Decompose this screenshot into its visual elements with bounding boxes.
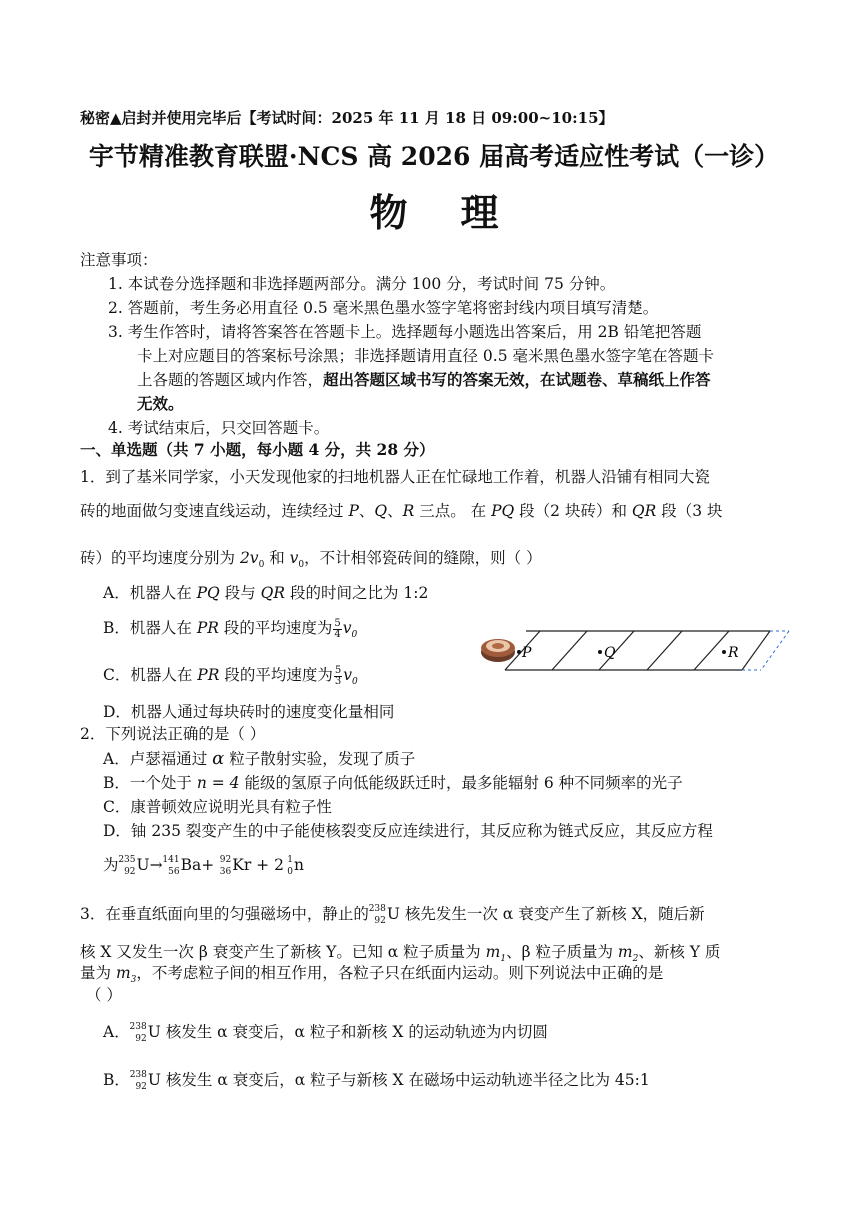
q1-text: 砖）的平均速度分别为 xyxy=(80,549,240,567)
q1-point-q: Q xyxy=(374,502,388,520)
nuclide-kr xyxy=(214,855,232,877)
label-q: Q xyxy=(604,645,616,661)
mass-m2: m xyxy=(617,943,633,961)
q1-point-p: P xyxy=(348,502,359,520)
reaction-arrow: → xyxy=(149,856,163,874)
section-heading: 一、单选题（共 7 小题，每小题 4 分，共 28 分） xyxy=(80,440,435,459)
note-item-1: 1. 本试卷分选择题和非选择题两部分。满分 100 分，考试时间 75 分钟。 xyxy=(108,275,616,293)
option-text: 能级的氢原子向低能级跃迁时，最多能辐射 6 种不同频率的光子 xyxy=(239,774,683,792)
q3-line1 xyxy=(80,902,705,926)
q3-text: 、新核 Y 质 xyxy=(638,943,721,961)
mass-number: 92 xyxy=(219,855,232,865)
element-u: U xyxy=(147,1071,161,1089)
mass-number: 238 xyxy=(368,904,386,914)
note-item-3: 3. 考生作答时，请将答案答在答题卡上。选择题每小题选出答案后，用 2B 铅笔把答题 xyxy=(108,323,702,341)
robot-vacuum-icon xyxy=(481,639,515,662)
point-q-dot xyxy=(598,650,602,654)
q1-point-r: R xyxy=(402,502,415,520)
atomic-number: 36 xyxy=(219,867,232,877)
option-text: C．机器人在 xyxy=(103,666,198,684)
option-text: 核发生 α 衰变后，α 粒子和新核 X 的运动轨迹为内切圆 xyxy=(160,1023,548,1041)
fraction-5-3 xyxy=(334,666,342,687)
mass-number: 1 xyxy=(287,855,293,865)
plus-sign: + 2 xyxy=(251,856,284,874)
atomic-number: 92 xyxy=(124,867,136,877)
q3-text: 3．在垂直纸面向里的匀强磁场中，静止的 xyxy=(80,905,369,923)
q3-paren: （ ） xyxy=(86,986,122,1004)
nuclide-u238 xyxy=(369,904,387,926)
q2-option-d: D．铀 235 裂变产生的中子能使核裂变反应连续进行，其反应称为链式反应，其反应方程 xyxy=(103,822,713,840)
q3-option-a xyxy=(103,1020,548,1044)
atomic-number: 0 xyxy=(287,867,293,877)
q1-option-a xyxy=(103,583,428,603)
subscript: 0 xyxy=(351,630,358,641)
q2-equation xyxy=(103,853,304,877)
atomic-number: 92 xyxy=(374,916,386,926)
q2-option-a xyxy=(103,749,415,769)
atomic-number: 92 xyxy=(135,1034,147,1044)
q3-text: 核 X 又发生一次 β 衰变产生了新核 Y。已知 α 粒子质量为 xyxy=(80,943,486,961)
subscript: 0 xyxy=(351,677,358,688)
element-u: U xyxy=(386,905,400,923)
q1-text: 和 xyxy=(264,549,290,567)
mass-number: 141 xyxy=(162,855,180,865)
option-text: B． xyxy=(103,1071,130,1089)
q3-line3 xyxy=(80,963,664,986)
note-item-3-cont: 卡上对应题目的答案标号涂黑；非选择题请用直径 0.5 毫米黑色墨水签字笔在答题卡 xyxy=(137,347,715,365)
velocity-v0: v xyxy=(343,666,352,684)
option-text: B．机器人在 xyxy=(103,619,197,637)
note-emphasis: 超出答题区域书写的答案无效，在试题卷、草稿纸上作答 xyxy=(323,371,711,389)
q1-velocity-2v0: 2v xyxy=(239,549,259,567)
mass-number: 235 xyxy=(118,855,136,865)
q1-seg-pq: PQ xyxy=(196,584,220,602)
nuclide-n xyxy=(284,855,294,877)
option-text: A．卢瑟福通过 xyxy=(103,750,213,768)
q1-seg-qr: QR xyxy=(260,584,286,602)
subscript: 1 xyxy=(500,954,507,965)
element-u: U xyxy=(136,856,150,874)
option-text: B．一个处于 xyxy=(103,774,197,792)
note-item-3-cont3: 无效。 xyxy=(137,395,184,413)
q3-text: 、β 粒子质量为 xyxy=(506,943,618,961)
label-r: R xyxy=(728,645,739,661)
nuclide-u238 xyxy=(130,1022,148,1044)
option-text: 为 xyxy=(103,856,119,874)
label-p: P xyxy=(522,645,532,661)
plus-sign: + xyxy=(201,856,215,874)
point-r-dot xyxy=(722,650,726,654)
mass-m3: m xyxy=(115,964,131,982)
subject-title: 物 理 xyxy=(369,190,499,235)
fraction-numerator: 5 xyxy=(334,617,341,629)
note-item-4: 4. 考试结束后，只交回答题卡。 xyxy=(108,419,330,437)
q1-seg-pr: PR xyxy=(196,619,219,637)
option-text: A．机器人在 xyxy=(103,584,197,602)
option-text: 核发生 α 衰变后，α 粒子与新核 X 在磁场中运动轨迹半径之比为 45:1 xyxy=(160,1071,650,1089)
velocity-v0: v xyxy=(342,619,352,637)
confidential-line: 秘密▲启封并使用完毕后【考试时间：2025 年 11 月 18 日 09:00~10:15】 xyxy=(80,109,614,127)
fraction-numerator: 5 xyxy=(334,664,342,676)
q1-seg-qr: QR xyxy=(631,502,657,520)
q1-text: 段（3 块 xyxy=(656,502,723,520)
neutron: n xyxy=(293,856,304,874)
mass-number: 238 xyxy=(129,1070,147,1080)
q1-seg-pr: PR xyxy=(197,666,220,684)
q1-velocity-v0: v xyxy=(289,549,299,567)
q2-stem: 2．下列说法正确的是（ ） xyxy=(80,725,266,743)
energy-level: n = 4 xyxy=(196,774,240,792)
point-p-dot xyxy=(517,650,521,654)
subscript: 2 xyxy=(632,954,639,965)
subscript: 3 xyxy=(130,975,137,986)
q1-line2: 砖的地面做匀变速直线运动，连续经过 P、Q、R 三点。 在 PQ 段（2 块砖）和 QR 段（3 块 xyxy=(80,502,723,520)
q1-text: 三点。 在 xyxy=(414,502,492,520)
option-text: 粒子散射实验，发现了质子 xyxy=(224,750,416,768)
q3-option-b xyxy=(103,1068,650,1092)
nuclide-ba xyxy=(163,855,181,877)
alpha-symbol: α xyxy=(212,748,225,769)
option-text: 段的时间之比为 1:2 xyxy=(285,584,429,602)
fraction-denominator: 3 xyxy=(334,675,342,687)
element-u: U xyxy=(147,1023,161,1041)
subscript: 0 xyxy=(258,560,265,571)
exam-title: 宇节精准教育联盟·NCS 高 2026 届高考适应性考试（一诊） xyxy=(88,142,780,171)
q3-text: 核先发生一次 α 衰变产生了新核 X，随后新 xyxy=(399,905,705,923)
q1-line3 xyxy=(80,548,542,571)
q1-option-c xyxy=(103,665,358,687)
q3-line2 xyxy=(80,942,721,965)
q3-text: ，不考虑粒子间的相互作用，各粒子只在纸面内运动。则下列说法中正确的是 xyxy=(136,964,664,982)
q1-text: 段（2 块砖）和 xyxy=(514,502,632,520)
subscript: 0 xyxy=(298,560,305,571)
q2-option-c: C．康普顿效应说明光具有粒子性 xyxy=(103,798,332,816)
note-item-2: 2. 答题前，考生务必用直径 0.5 毫米黑色墨水签字笔将密封线内项目填写清楚。 xyxy=(108,299,659,317)
q3-text: 量为 xyxy=(80,964,116,982)
fraction-denominator: 4 xyxy=(334,628,341,640)
element-ba: Ba xyxy=(180,856,202,874)
q1-tile-figure xyxy=(476,624,792,674)
element-kr: Kr xyxy=(232,856,252,874)
q2-option-b xyxy=(103,773,683,793)
option-text: 段的平均速度为 xyxy=(219,666,333,684)
note-item-3-cont2 xyxy=(137,370,711,390)
q1-option-d: D．机器人通过每块砖时的速度变化量相同 xyxy=(103,703,395,721)
q1-text: ，不计相邻瓷砖间的缝隙，则（ ） xyxy=(304,549,542,567)
option-text: A． xyxy=(103,1023,130,1041)
fraction-5-4 xyxy=(333,619,341,640)
option-text: 段的平均速度为 xyxy=(218,619,333,637)
q1-seg-pq: PQ xyxy=(491,502,515,520)
note-text: 上各题的答题区域内作答， xyxy=(137,371,324,389)
mass-m1: m xyxy=(485,943,501,961)
q1-text: 砖的地面做匀变速直线运动，连续经过 xyxy=(80,502,349,520)
atomic-number: 56 xyxy=(168,867,180,877)
mass-number: 238 xyxy=(129,1022,147,1032)
atomic-number: 92 xyxy=(135,1082,147,1092)
option-text: 段与 xyxy=(219,584,261,602)
nuclide-u238 xyxy=(130,1070,148,1092)
q1-option-b xyxy=(103,618,357,640)
notes-heading: 注意事项： xyxy=(80,251,158,269)
nuclide-u235 xyxy=(119,855,137,877)
q1-line1: 1．到了基米同学家，小天发现他家的扫地机器人正在忙碌地工作着，机器人沿铺有相同大瓷 xyxy=(80,468,710,486)
